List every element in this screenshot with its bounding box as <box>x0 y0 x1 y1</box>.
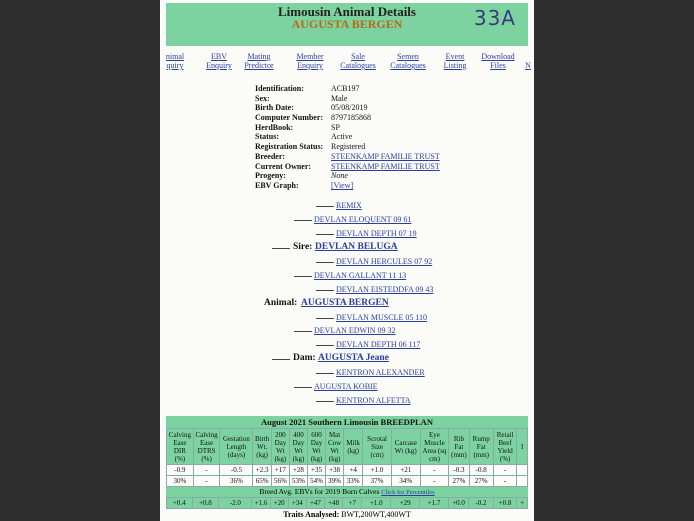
breed-average-cell: +7 <box>343 498 362 509</box>
pedigree-sds[interactable]: DEVLAN HERCULES 07 92 <box>336 257 433 266</box>
ebv-column-header: Scrotal Size (cm) <box>363 429 392 465</box>
ebv-cell: +1.0 <box>363 465 392 476</box>
breed-average-cell: +0.8 <box>493 498 516 509</box>
detail-row: EBV Graph: [View] <box>255 180 354 190</box>
document-page <box>160 0 534 521</box>
ebv-column-header: Retail Beef Yield (%) <box>493 429 516 465</box>
breed-average-heading: Breed Avg. EBVs for 2019 Born Calves Click for Percentiles <box>166 487 528 497</box>
accuracy-cell: 54% <box>308 476 326 487</box>
ebv-cell: +4 <box>344 465 363 476</box>
dam-label: Dam: <box>293 353 316 363</box>
pedigree-dd[interactable]: AUGUSTA KOBIE <box>314 382 378 391</box>
pedigree-sd[interactable]: DEVLAN GALLANT 11 13 <box>314 271 407 280</box>
ebv-column-header: Calving Ease DIR (%) <box>167 429 194 465</box>
detail-row: Status: Active <box>255 132 353 142</box>
accuracy-cell: 53% <box>289 476 307 487</box>
detail-row: Computer Number: 8797185868 <box>255 113 371 123</box>
ebv-column-header: Rump Fat (mm) <box>469 429 493 465</box>
pedigree-ssd[interactable]: DEVLAN DEPTH 07 19 <box>336 229 417 238</box>
ebv-cell: - <box>193 465 220 476</box>
detail-row: Progeny: None <box>255 171 348 181</box>
accuracy-cell: 56% <box>271 476 289 487</box>
ebv-accuracy-row <box>167 476 528 487</box>
breed-average-cell: +29 <box>391 498 420 509</box>
accuracy-cell: 27% <box>469 476 493 487</box>
ebv-header-row <box>167 429 528 465</box>
accuracy-cell: 27% <box>449 476 469 487</box>
detail-row: Birth Date: 05/08/2019 <box>255 103 368 113</box>
accuracy-cell: 65% <box>253 476 271 487</box>
detail-row: Current Owner: STEENKAMP FAMILIE TRUST <box>255 161 440 171</box>
breed-average-row <box>167 498 528 509</box>
ebv-column-header: 200 Day Wt (kg) <box>271 429 289 465</box>
pedigree-dds[interactable]: KENTRON ALEXANDER <box>336 368 425 377</box>
ebv-column-header: Gestation Length (days) <box>220 429 253 465</box>
ebv-column-header: Milk (kg) <box>344 429 363 465</box>
accuracy-cell: 39% <box>326 476 344 487</box>
page-title: Limousin Animal Details <box>278 4 416 19</box>
nav-event-listing[interactable]: Event Listing <box>443 52 467 70</box>
breed-average-cell: +1.0 <box>362 498 391 509</box>
ebv-cell: +38 <box>326 465 344 476</box>
breed-average-cell: +1.6 <box>252 498 270 509</box>
breed-average-cell: + <box>517 498 528 509</box>
ebv-cell: +21 <box>391 465 420 476</box>
pedigree-sss[interactable]: REMIX <box>336 201 362 210</box>
ebv-column-header: Eye Muscle Area (sq cm) <box>420 429 449 465</box>
pedigree-sire[interactable]: DEVLAN BELUGA <box>315 242 398 252</box>
breeder-link[interactable]: STEENKAMP FAMILIE TRUST <box>331 151 440 161</box>
breed-average-cell: +0.4 <box>167 498 193 509</box>
percentiles-link[interactable]: Click for Percentiles <box>381 489 435 496</box>
detail-row: Identification: ACB197 <box>255 84 360 93</box>
accuracy-cell: 33% <box>344 476 363 487</box>
breed-average-cell: +47 <box>306 498 324 509</box>
ebv-cell: - <box>493 465 516 476</box>
detail-row: Breeder: STEENKAMP FAMILIE TRUST <box>255 151 440 161</box>
breed-average-cell: +0.0 <box>448 498 468 509</box>
ebv-column-header: Rib Fat (mm) <box>449 429 469 465</box>
ebv-cell: -0.9 <box>167 465 194 476</box>
ebv-column-header: I <box>517 429 528 465</box>
ebv-cell: +35 <box>308 465 326 476</box>
ebv-column-header: Birth Wt. (kg) <box>253 429 271 465</box>
breedplan-title: August 2021 Southern Limousin BREEDPLAN <box>166 416 528 428</box>
accuracy-cell: 37% <box>363 476 392 487</box>
detail-row: HerdBook: SP <box>255 122 340 132</box>
owner-link[interactable]: STEENKAMP FAMILIE TRUST <box>331 161 440 171</box>
detail-row: Registration Status: Registered <box>255 142 366 152</box>
ebv-column-header: Carcase Wt (kg) <box>391 429 420 465</box>
breed-average-table <box>166 497 528 509</box>
ebv-column-header: 400 Day Wt (kg) <box>289 429 307 465</box>
detail-row: Sex: Male <box>255 93 348 103</box>
accuracy-cell: - <box>493 476 516 487</box>
pedigree-dam[interactable]: AUGUSTA Jeane <box>318 353 389 363</box>
pedigree-animal[interactable]: AUGUSTA BERGEN <box>301 298 389 308</box>
accuracy-cell <box>517 476 528 487</box>
ebv-cell: +2.3 <box>253 465 271 476</box>
ebv-graph-view-link[interactable]: [View] <box>331 180 354 190</box>
traits-analysed: Traits Analysed: BWT,200WT,400WT <box>283 510 411 519</box>
breed-average-cell: -0.2 <box>469 498 494 509</box>
pedigree-dss[interactable]: DEVLAN MUSCLE 05 110 <box>336 313 428 322</box>
accuracy-cell: 34% <box>391 476 420 487</box>
accuracy-cell: 36% <box>220 476 253 487</box>
nav-semen-catalogues[interactable]: Semen Catalogues <box>390 52 426 70</box>
pedigree-sdd[interactable]: DEVLAN EISTEDDFA 09 43 <box>336 285 434 294</box>
ebv-cell: - <box>420 465 449 476</box>
nav-sale-catalogues[interactable]: Sale Catalogues <box>340 52 376 70</box>
ebv-cell: +28 <box>289 465 307 476</box>
ebv-column-header: 600 Day Wt (kg) <box>308 429 326 465</box>
handwritten-stamp: 33A <box>473 6 516 30</box>
pedigree-ds[interactable]: DEVLAN EDWIN 09 32 <box>314 326 396 335</box>
nav-mating-predictor[interactable]: Mating Predictor <box>244 52 274 70</box>
ebv-cell: -0.3 <box>449 465 469 476</box>
ebv-cell: -0.8 <box>469 465 493 476</box>
animal-label: Animal: <box>264 298 298 308</box>
nav-member-enquiry[interactable]: Member Enquiry <box>296 52 324 70</box>
ebv-cell: +17 <box>271 465 289 476</box>
ebv-value-row <box>167 465 528 476</box>
accuracy-cell: - <box>420 476 449 487</box>
sire-label: Sire: <box>293 242 313 252</box>
breed-average-cell: +20 <box>270 498 288 509</box>
nav-ebv-enquiry[interactable]: EBV Enquiry <box>206 52 232 70</box>
nav-more[interactable]: N <box>525 61 531 70</box>
ebv-cell <box>517 465 528 476</box>
nav-download-files[interactable]: Download Files <box>481 52 515 70</box>
ebv-table <box>166 428 528 487</box>
breed-average-cell: +48 <box>325 498 343 509</box>
ebv-cell: -0.5 <box>220 465 253 476</box>
pedigree-ddd[interactable]: KENTRON ALFETTA <box>336 396 411 405</box>
breed-average-cell: +0.8 <box>192 498 219 509</box>
pedigree-ss[interactable]: DEVLAN ELOQUENT 09 61 <box>314 215 412 224</box>
nav-animal-enquiry[interactable]: nimal quiry <box>165 52 185 70</box>
accuracy-cell: - <box>193 476 220 487</box>
breed-average-cell: +34 <box>288 498 306 509</box>
breed-average-cell: +1.7 <box>420 498 449 509</box>
pedigree-dsd[interactable]: DEVLAN DEPTH 06 117 <box>336 340 421 349</box>
ebv-column-header: Mat Cow Wt (kg) <box>326 429 344 465</box>
ebv-column-header: Calving Ease DTRS (%) <box>193 429 220 465</box>
accuracy-cell: 30% <box>167 476 194 487</box>
animal-name-heading: AUGUSTA BERGEN <box>291 17 403 31</box>
breedplan-section <box>166 416 528 520</box>
breed-average-cell: -2.0 <box>219 498 252 509</box>
